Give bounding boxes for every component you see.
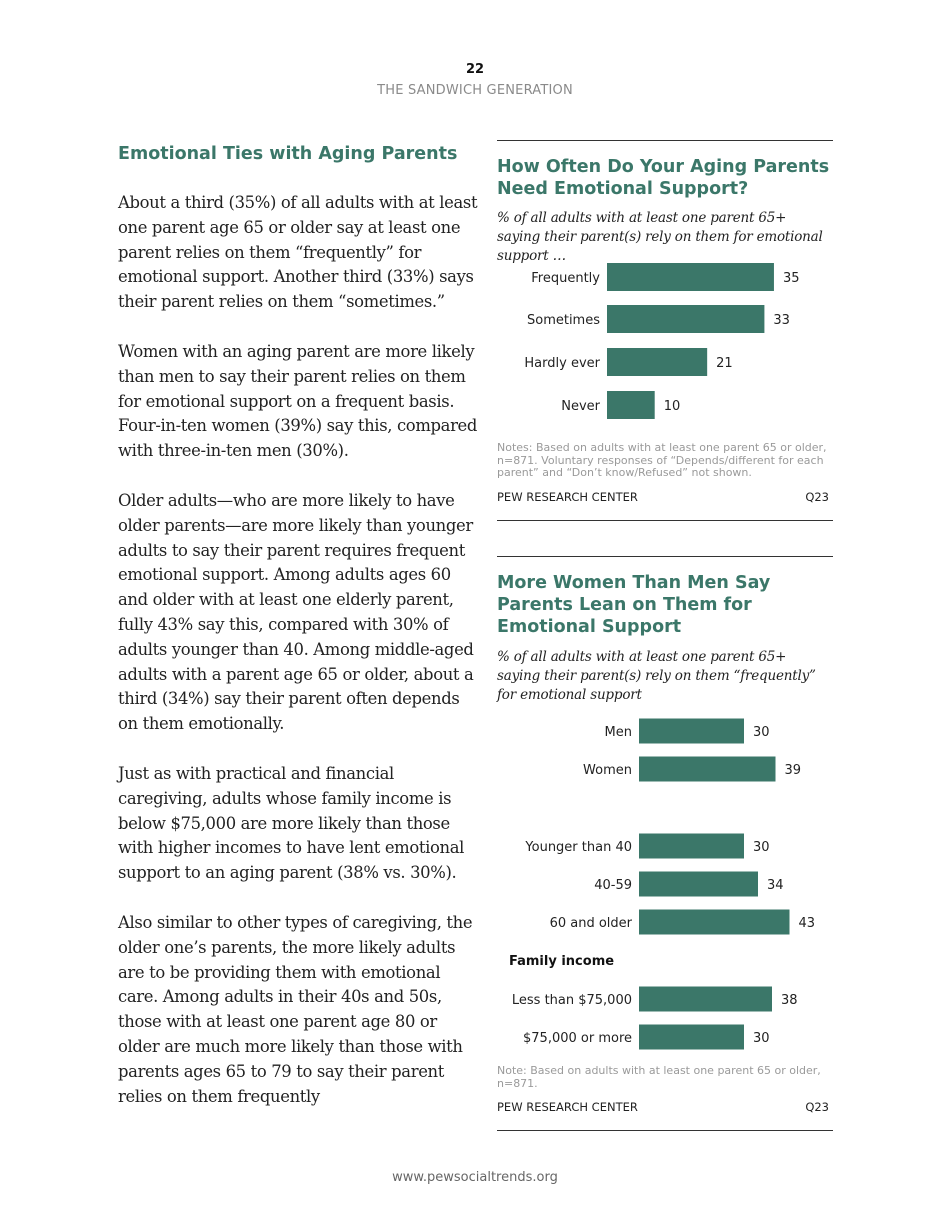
paragraph-4: Just as with practical and financial caregiving, adults whose family income is below $75,000 are more likely than those with higher incomes to have lent emotional support to an aging parent (38% vs. 30%). [118,763,465,883]
bar [639,757,776,782]
bar-category-label: Younger than 40 [525,840,632,855]
paragraph-5: Also similar to other types of caregiving, the older one’s parents, the more likely adults are to be providing them with emotional care. Among adults in their 40s and 50s, those with at least one parent age 80 or older are much more likely than those with parents ages 65 to 79 to say their parent relies on them frequently [118,912,473,1106]
chart1-note: Notes: Based on adults with at least one parent 65 or older, n=871. Voluntary responses of “Depends/different for each parent” and “Don’t know/Refused” not shown. [497,441,827,479]
chart1-bottom-rule [497,520,833,521]
bar-value-label: 34 [767,878,784,893]
bar-value-label: 43 [798,916,816,931]
chart2-bottom-rule [497,1130,833,1131]
bar [639,719,744,744]
bar [607,305,764,333]
bar [607,391,655,419]
bar-value-label: 39 [784,763,802,778]
chart2-subtitle: % of all adults with at least one parent 65+ saying their parent(s) rely on them “frequently” for emotional support [497,649,816,703]
bar [607,348,707,376]
bar [639,834,744,859]
chart1-footer [497,442,833,506]
bar-value-label: 10 [663,399,681,414]
bar-category-label: $75,000 or more [523,1031,632,1046]
bar [639,1025,744,1050]
chart2-source: PEW RESEARCH CENTER [497,1100,638,1114]
chart2-header [497,572,833,705]
section-title: Emotional Ties with Aging Parents [118,144,458,164]
running-head: THE SANDWICH GENERATION [377,83,573,98]
chart2-top-rule [497,556,833,557]
chart2-question: Q23 [805,1100,829,1114]
paragraph-1: About a third (35%) of all adults with at least one parent age 65 or older say at least one parent relies on them “frequently” for emotional support. Another third (33%) says their parent relies on them “sometimes.” [118,193,478,312]
chart1-source: PEW RESEARCH CENTER [497,489,638,504]
chart1-source-row [497,490,833,506]
bar-category-label: Men [604,725,632,740]
paragraph-2: Women with an aging parent are more likely than men to say their parent relies on them for emotional support on a frequent basis. Four-in-ten women (39%) say this, compared with three-in-ten men (30%). [118,341,478,461]
bar [639,910,790,935]
bar-category-label: Sometimes [526,313,600,328]
bar-category-label: Less than $75,000 [511,993,632,1008]
bar-category-label: Hardly ever [524,356,600,371]
bar-category-label: Never [561,399,600,414]
paragraph-3: Older adults—who are more likely to have older parents—are more likely than younger adults to say their parent requires frequent emotional support. Among adults ages 60 and older with at least one elderly parent, fully 43% say this, compared with 30% of adults younger than 40. Among middle-aged adults with a parent age 65 or older, about a third (34%) say their parent often depends on them emotionally. [118,490,474,734]
chart1-title: How Often Do Your Aging Parents Need Emotional Support? [497,157,830,199]
chart2-plot [497,712,833,1057]
chart2-source-row [497,1100,833,1116]
bar-category-label: Women [583,763,632,778]
bar-value-label: 38 [781,993,798,1008]
bar-value-label: 30 [753,725,770,740]
chart1-subtitle: % of all adults with at least one parent 65+ saying their parent(s) rely on them for emotional support … [497,210,823,264]
chart2-footer [497,1065,833,1116]
page-number: 22 [465,62,485,77]
bar-value-label: 33 [773,313,790,328]
chart1-question: Q23 [805,489,829,504]
bar-value-label: 35 [782,271,800,286]
chart1-top-rule [497,140,833,141]
bar-value-label: 30 [753,1031,770,1046]
group-label: Family income [509,954,615,969]
chart2-title: More Women Than Men Say Parents Lean on Them for Emotional Support [497,573,771,637]
bar-category-label: 40-59 [594,878,632,893]
article [118,140,478,1109]
bar-value-label: 21 [716,356,733,371]
bar [639,987,772,1012]
footer-url: www.pewsocialtrends.org [392,1170,558,1185]
bar [639,872,758,897]
bar-category-label: Frequently [531,271,600,286]
chart2-note: Note: Based on adults with at least one parent 65 or older, n=871. [497,1064,821,1090]
bar [607,263,774,291]
chart1-header [497,156,833,266]
bar-value-label: 30 [753,840,770,855]
bar-category-label: 60 and older [549,916,632,931]
chart1-plot [497,258,833,428]
